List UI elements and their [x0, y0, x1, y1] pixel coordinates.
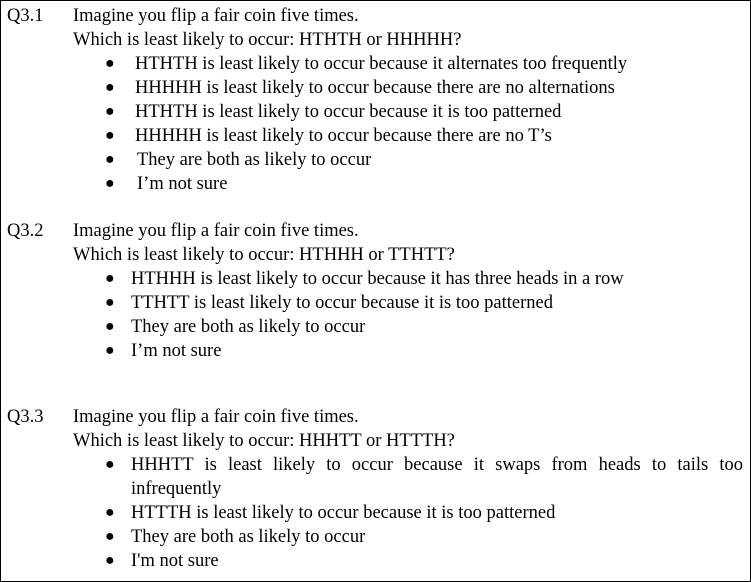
option-text: They are both as likely to occur — [137, 150, 372, 170]
question-prompt: Imagine you flip a fair coin five times. — [73, 221, 359, 241]
bullet-icon: ● — [105, 294, 115, 311]
bullet-icon: ● — [105, 528, 115, 545]
option-text: HTHHH is least likely to occur because it has three heads in a row — [131, 269, 624, 289]
question-text: Which is least likely to occur: HTHHH or TTHTT? — [73, 245, 455, 265]
question-number: Q3.3 — [7, 407, 44, 427]
bullet-icon: ● — [105, 504, 115, 521]
question-number: Q3.1 — [7, 6, 44, 26]
bullet-icon: ● — [105, 318, 115, 335]
bullet-icon: ● — [105, 175, 115, 192]
question-text: Which is least likely to occur: HTHTH or HHHHH? — [73, 30, 462, 50]
bullet-icon: ● — [105, 456, 115, 473]
option-text: TTHTT is least likely to occur because it is too patterned — [131, 293, 553, 313]
bullet-icon: ● — [105, 103, 115, 120]
option-text: HTHTH is least likely to occur because it is too patterned — [135, 102, 562, 122]
option-text: I'm not sure — [131, 551, 219, 571]
bullet-icon: ● — [105, 151, 115, 168]
option-text: I’m not sure — [131, 341, 222, 361]
bullet-icon: ● — [105, 270, 115, 287]
question-prompt: Imagine you flip a fair coin five times. — [73, 6, 359, 26]
bullet-icon: ● — [105, 79, 115, 96]
option-text: HHHTT is least likely to occur because it swaps from heads to tails too infrequently — [131, 455, 743, 499]
question-prompt: Imagine you flip a fair coin five times. — [73, 407, 359, 427]
bullet-icon: ● — [105, 552, 115, 569]
bullet-icon: ● — [105, 55, 115, 72]
bullet-icon: ● — [105, 127, 115, 144]
question-number: Q3.2 — [7, 221, 44, 241]
option-text: They are both as likely to occur — [131, 527, 366, 547]
option-text: HTTTH is least likely to occur because it is too patterned — [131, 503, 556, 523]
question-text: Which is least likely to occur: HHHTT or HTTTH? — [73, 431, 455, 451]
option-text: I’m not sure — [137, 174, 228, 194]
option-text: They are both as likely to occur — [131, 317, 366, 337]
option-text: HHHHH is least likely to occur because there are no alternations — [135, 78, 615, 98]
bullet-icon: ● — [105, 342, 115, 359]
option-text: HHHHH is least likely to occur because there are no T’s — [135, 126, 552, 146]
option-text: HTHTH is least likely to occur because it alternates too frequently — [135, 54, 628, 74]
